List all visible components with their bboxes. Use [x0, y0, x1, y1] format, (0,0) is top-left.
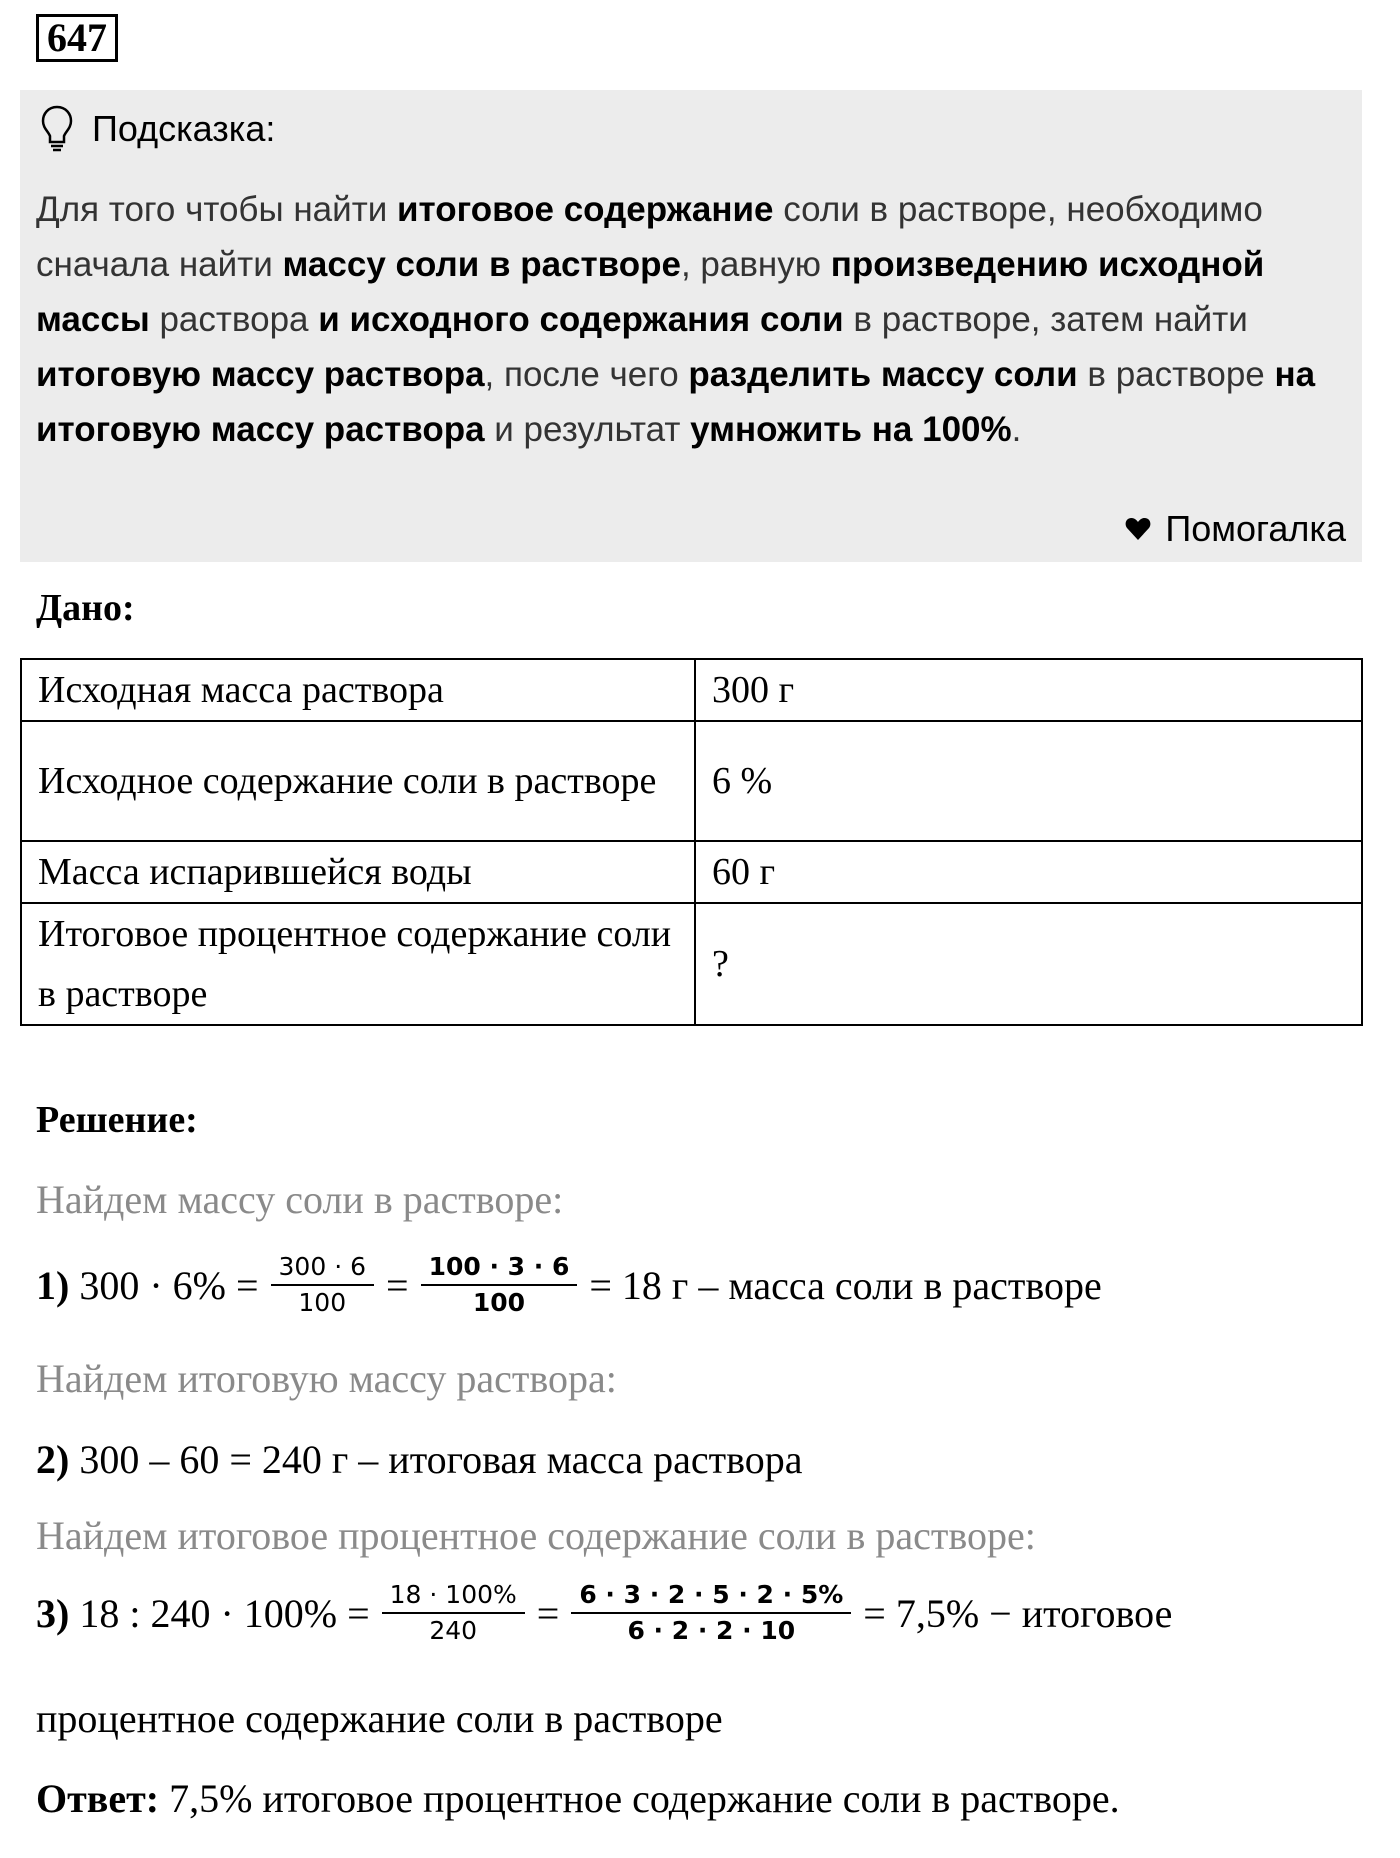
problem-number: 647	[36, 14, 118, 62]
table-row	[21, 841, 1362, 903]
hint-run: , равную	[680, 245, 831, 284]
step3-formula	[36, 1578, 1172, 1648]
step1-fraction-1	[275, 1250, 370, 1320]
hint-run: в растворе	[1077, 355, 1275, 394]
step3-equals: =	[526, 1590, 570, 1636]
step3-fraction-1	[386, 1578, 521, 1648]
given-label: Масса испарившейся воды	[21, 841, 695, 903]
given-value: ?	[695, 903, 1362, 1025]
hint-emphasis: массу соли в растворе	[282, 245, 681, 284]
table-row	[21, 659, 1362, 721]
step3-lhs: 18 : 240 · 100% =	[69, 1590, 380, 1636]
fraction-denominator: 100	[271, 1284, 374, 1320]
table-row	[21, 721, 1362, 841]
fraction-numerator: 100 · 3 · 6	[428, 1252, 570, 1281]
answer-text: 7,5% итоговое процентное содержание соли в растворе.	[159, 1776, 1120, 1821]
lightbulb-icon	[40, 104, 74, 154]
step3-intro: Найдем итоговое процентное содержание соли в растворе:	[36, 1513, 1036, 1558]
given-value: 6 %	[695, 721, 1362, 841]
hint-run: Для того чтобы найти	[36, 190, 398, 229]
step3-rhs: = 7,5% − итоговое	[853, 1590, 1173, 1636]
heart-icon	[1125, 517, 1151, 541]
fraction-denominator: 240	[382, 1612, 525, 1648]
table-row	[21, 903, 1362, 1025]
hint-credit	[1125, 508, 1346, 550]
step1-number: 1)	[36, 1262, 70, 1308]
hint-emphasis: итоговое содержание	[397, 190, 774, 229]
step2-formula	[36, 1436, 802, 1483]
given-label: Исходная масса раствора	[21, 659, 695, 721]
step3-number: 3)	[36, 1590, 70, 1636]
hint-emphasis: произведению исходной массы	[36, 245, 1265, 339]
hint-run: соли в растворе, необходимо сначала найти	[36, 190, 1263, 284]
given-value: 60 г	[695, 841, 1362, 903]
given-label: Исходное содержание соли в растворе	[21, 721, 695, 841]
step1-rhs: = 18 г – масса соли в растворе	[579, 1262, 1102, 1308]
hint-run: в растворе, затем найти	[843, 300, 1248, 339]
answer-label: Ответ:	[36, 1776, 160, 1821]
hint-header	[40, 104, 275, 154]
given-heading: Дано:	[36, 587, 135, 629]
fraction-numerator: 6 · 3 · 2 · 5 · 2 · 5%	[579, 1580, 844, 1609]
hint-run: раствора	[149, 300, 319, 339]
hint-emphasis: умножить на 100%	[690, 410, 1012, 449]
hint-run: и результат	[484, 410, 691, 449]
answer	[36, 1775, 1120, 1822]
hint-text	[36, 182, 1336, 457]
step2-text: 300 – 60 = 240 г – итоговая масса раствора	[69, 1437, 803, 1482]
hint-emphasis: разделить массу соли	[688, 355, 1078, 394]
fraction-numerator: 300 · 6	[278, 1252, 366, 1281]
solution-heading: Решение:	[36, 1099, 198, 1141]
given-value: 300 г	[695, 659, 1362, 721]
step1-fraction-2	[425, 1250, 574, 1320]
hint-emphasis: на итоговую массу раствора	[36, 355, 1316, 449]
hint-run: .	[1011, 410, 1022, 449]
step1-formula	[36, 1250, 1102, 1320]
given-label: Итоговое процентное содержание соли в растворе	[21, 903, 695, 1025]
given-table	[20, 658, 1363, 1026]
step2-intro: Найдем итоговую массу раствора:	[36, 1356, 617, 1401]
hint-title: Подсказка:	[92, 108, 276, 149]
step3-continuation: процентное содержание соли в растворе	[36, 1696, 723, 1741]
hint-emphasis: и исходного содержания соли	[318, 300, 844, 339]
credit-label: Помогалка	[1165, 508, 1346, 549]
fraction-denominator: 6 · 2 · 2 · 10	[571, 1612, 851, 1648]
fraction-numerator: 18 · 100%	[389, 1580, 517, 1609]
hint-box	[20, 90, 1362, 562]
step1-lhs: 300 · 6% =	[69, 1262, 269, 1308]
fraction-denominator: 100	[421, 1284, 578, 1320]
hint-run: , после чего	[484, 355, 689, 394]
step1-equals: =	[376, 1262, 419, 1308]
hint-emphasis: итоговую массу раствора	[36, 355, 485, 394]
step3-fraction-2	[575, 1578, 847, 1648]
step2-number: 2)	[36, 1437, 70, 1482]
step1-intro: Найдем массу соли в растворе:	[36, 1177, 564, 1222]
